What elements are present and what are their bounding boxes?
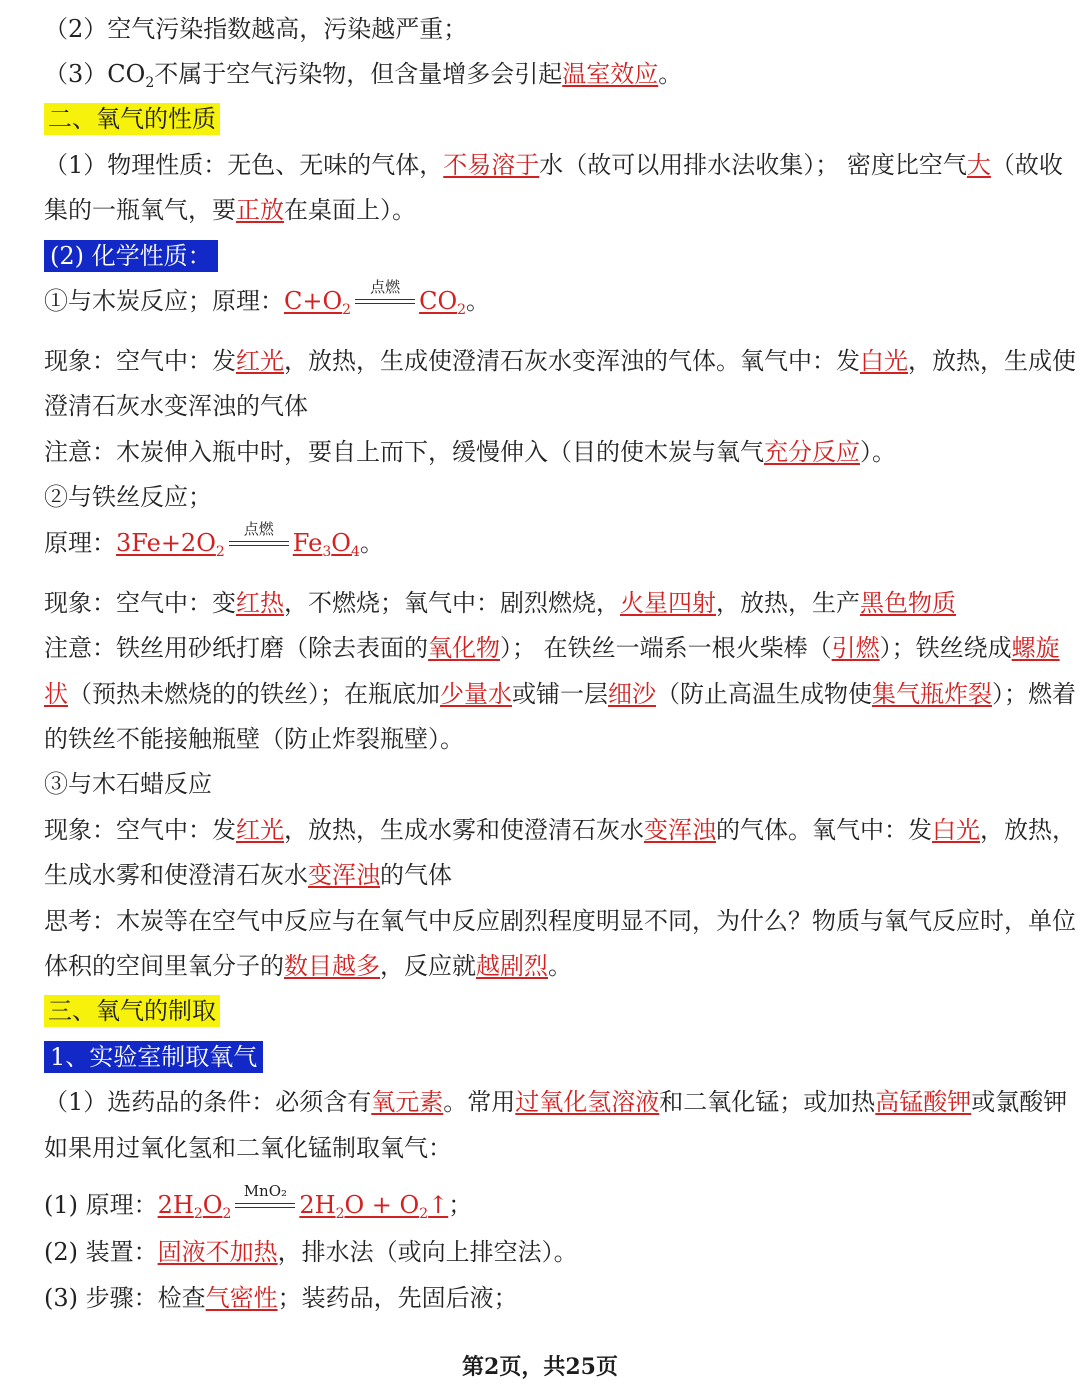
- equation: $3Fe+2O_2$ 点燃 $Fe_3O_4$: [116, 520, 360, 560]
- text-line: （1）选药品的条件：必须含有氧元素。常用过氧化氢溶液和二氧化锰；或加热高锰酸钾或氯酸钾: [44, 1088, 1068, 1116]
- answer-blank: 气密性: [205, 1284, 278, 1312]
- answer-blank: 过氧化氢溶液: [515, 1088, 660, 1116]
- text-line: ③与木石蜡反应: [44, 770, 212, 798]
- equation: $2H_2O_2$ MnO₂ $2H_2O$ + $O_2↑$: [157, 1182, 449, 1222]
- subsection-heading: 1、实验室制取氧气: [44, 1042, 263, 1072]
- text-line: 如果用过氧化氢和二氧化锰制取氧气：: [44, 1134, 452, 1162]
- answer-blank: 少量水: [440, 680, 512, 708]
- answer-blank: 高锰酸钾: [875, 1088, 972, 1116]
- answer-blank: 黑色物质: [860, 589, 956, 617]
- answer-blank: 状: [44, 680, 68, 708]
- reaction-condition: 点燃: [227, 529, 291, 553]
- text-line: 的铁丝不能接触瓶壁（防止炸裂瓶壁）。: [44, 725, 464, 753]
- page-number: 第2页，共25页: [462, 1354, 618, 1380]
- answer-blank: 固液不加热: [157, 1238, 278, 1266]
- equation-line: 原理：$3Fe+2O_2$ 点燃 $Fe_3O_4$。: [44, 520, 384, 560]
- answer-blank: 白光: [932, 816, 980, 844]
- answer-blank: 正放: [236, 196, 284, 224]
- text-line: 注意：铁丝用砂纸打磨（除去表面的氧化物）； 在铁丝一端系一根火柴棒（引燃）；铁丝绕成螺旋: [44, 634, 1060, 662]
- answer-blank: 引燃: [831, 634, 880, 662]
- text-line: （1）物理性质：无色、无味的气体，不易溶于水（故可以用排水法收集）； 密度比空气大（故收: [44, 151, 1063, 179]
- text-line: （2）空气污染指数越高，污染越严重；: [44, 15, 468, 43]
- answer-blank: 数目越多: [284, 952, 380, 980]
- answer-blank: 氧化物: [428, 634, 500, 662]
- reaction-condition: 点燃: [353, 287, 417, 311]
- text-line: 现象：空气中：发红光，放热，生成使澄清石灰水变浑浊的气体。氧气中：发白光，放热，生成使: [44, 347, 1076, 375]
- text-line: 现象：空气中：发红光，放热，生成水雾和使澄清石灰水变浑浊的气体。氧气中：发白光，放热，: [44, 816, 1076, 844]
- text-line: $(3)CO_2$不属于空气污染物，但含量增多会引起温室效应。: [44, 60, 683, 91]
- answer-blank: 螺旋: [1011, 634, 1060, 662]
- reaction-condition: MnO₂: [233, 1191, 297, 1215]
- answer-blank: 红热: [236, 589, 284, 617]
- answer-blank: 白光: [860, 347, 908, 375]
- text-line: 思考：木炭等在空气中反应与在氧气中反应剧烈程度明显不同，为什么？物质与氧气反应时，单位: [44, 907, 1076, 935]
- answer-blank: 集气瓶炸裂: [872, 680, 992, 708]
- answer-blank: 充分反应: [764, 438, 860, 466]
- section-heading: 三、氧气的制取: [44, 996, 220, 1026]
- subsection-heading: (2) 化学性质：: [44, 241, 218, 271]
- answer-blank: 不易溶于: [443, 151, 540, 179]
- answer-blank: 氧元素: [371, 1088, 444, 1116]
- text-line: 注意：木炭伸入瓶中时，要自上而下，缓慢伸入（目的使木炭与氧气充分反应）。: [44, 438, 896, 466]
- equation: $C+O_2$ 点燃 $CO_2$: [284, 278, 467, 318]
- text-line: (3) 步骤：检查气密性；装药品，先固后液；: [44, 1284, 518, 1312]
- text-line: 生成水雾和使澄清石灰水变浑浊的气体: [44, 861, 452, 889]
- text-line: 状（预热未燃烧的的铁丝）；在瓶底加少量水或铺一层细沙（防止高温生成物使集气瓶炸裂）；燃着: [44, 680, 1076, 708]
- text-line: (2) 装置：固液不加热，排水法（或向上排空法）。: [44, 1238, 578, 1266]
- equation-line: (1) 原理：$2H_2O_2$ MnO₂ $2H_2O$ + $O_2↑$；: [44, 1182, 473, 1222]
- answer-blank: 细沙: [608, 680, 656, 708]
- answer-blank: 红光: [236, 347, 284, 375]
- answer-blank: 红光: [236, 816, 284, 844]
- text-line: 现象：空气中：变红热，不燃烧；氧气中：剧烈燃烧，火星四射，放热，生产黑色物质: [44, 589, 956, 617]
- equation-line: ①与木炭反应；原理：$C+O_2$ 点燃 $CO_2$。: [44, 278, 491, 318]
- text-line: 集的一瓶氧气，要正放在桌面上）。: [44, 196, 416, 224]
- section-heading: 二、氧气的性质: [44, 104, 220, 134]
- text-line: 澄清石灰水变浑浊的气体: [44, 392, 308, 420]
- text-line: 体积的空间里氧分子的数目越多，反应就越剧烈。: [44, 952, 572, 980]
- text-line: ②与铁丝反应；: [44, 483, 212, 511]
- answer-blank: 变浑浊: [308, 861, 380, 889]
- answer-blank: 大: [966, 151, 991, 179]
- answer-blank: 火星四射: [620, 589, 716, 617]
- answer-blank: 变浑浊: [644, 816, 716, 844]
- answer-blank: 温室效应: [562, 60, 659, 88]
- answer-blank: 越剧烈: [476, 952, 548, 980]
